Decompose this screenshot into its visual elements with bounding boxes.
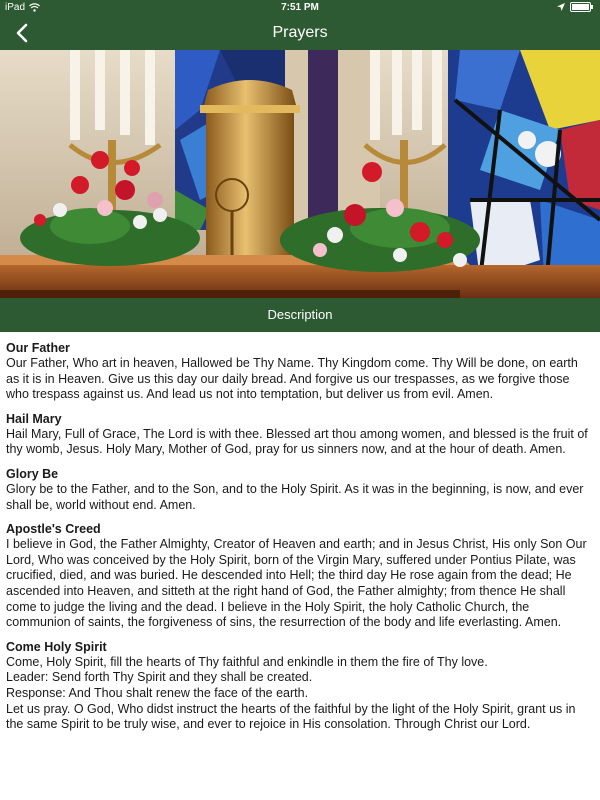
stained-glass-right [448,50,600,298]
prayer-our-father [6,340,594,403]
prayer-text: Our Father, Who art in heaven, Hallowed be Thy Name. Thy Kingdom come. Thy Will be done, on earth as it is in Heaven. Give us this day our daily bread. And forgive us our trespasses, as we forgive those who trespass against us. And lead us not into temptation, but deliver us from evil. Amen. [6,356,578,402]
status-time: 7:51 PM [281,2,319,13]
prayer-title: Hail Mary [6,411,62,426]
prayer-apostles-creed [6,521,594,631]
prayer-title: Apostle's Creed [6,522,101,537]
prayer-text-line: Leader: Send forth Thy Spirit and they shall be created. [6,670,313,685]
prayer-text: I believe in God, the Father Almighty, Creator of Heaven and earth; and in Jesus Christ, His only Son Our Lord, Who was conceived by the Holy Spirit, born of the Virgin Mary, suffered under Pontius Pilate, was crucified, died, and was buried. He descended into Hell; the third day He rose again from the dead; He ascended into Heaven, and sitteth at the right hand of God, the Father almighty; from thence He shall come to judge the living and the dead. I believe in the Holy Spirit, the holy Catholic Church, the communion of saints, the forgiveness of sins, the resurrection of the body and life everlasting. Amen. [6,537,587,630]
page-title: Prayers [272,24,328,41]
prayer-title: Come Holy Spirit [6,639,107,654]
location-arrow-icon [557,3,565,11]
prayer-text-line: Let us pray. O God, Who didst instruct the hearts of the faithful by the light of the Holy Spirit, grant us in the same Spirit to be truly wise, and ever to rejoice in His consolation. Through Christ our Lord. [6,701,576,732]
description-bar[interactable]: Description [0,298,600,332]
prayer-glory-be [6,466,594,513]
prayer-title: Glory Be [6,466,59,481]
prayer-text: Glory be to the Father, and to the Son, and to the Holy Spirit. As it was in the beginning, is now, and ever shall be, world without end. Amen. [6,481,584,512]
status-right [557,2,594,12]
battery-icon [570,2,594,12]
prayers-content [0,332,600,800]
nav-bar [0,16,600,50]
prayer-come-holy-spirit [6,639,594,733]
altar-hero-image [0,50,600,298]
prayer-text-line: Come, Holy Spirit, fill the hearts of Thy faithful and enkindle in them the fire of Thy love. [6,654,488,669]
prayer-hail-mary [6,411,594,458]
status-bar [0,0,600,16]
prayer-text-line: Response: And Thou shalt renew the face of the earth. [6,685,309,700]
device-name: iPad [5,2,26,13]
prayer-text: Hail Mary, Full of Grace, The Lord is with thee. Blessed art thou among women, and blessed is the fruit of thy womb, Jesus. Holy Mary, Mother of God, pray for us sinners now, and at the hour of death. Amen. [6,426,588,457]
prayer-list [0,332,600,733]
prayer-title: Our Father [6,341,70,355]
